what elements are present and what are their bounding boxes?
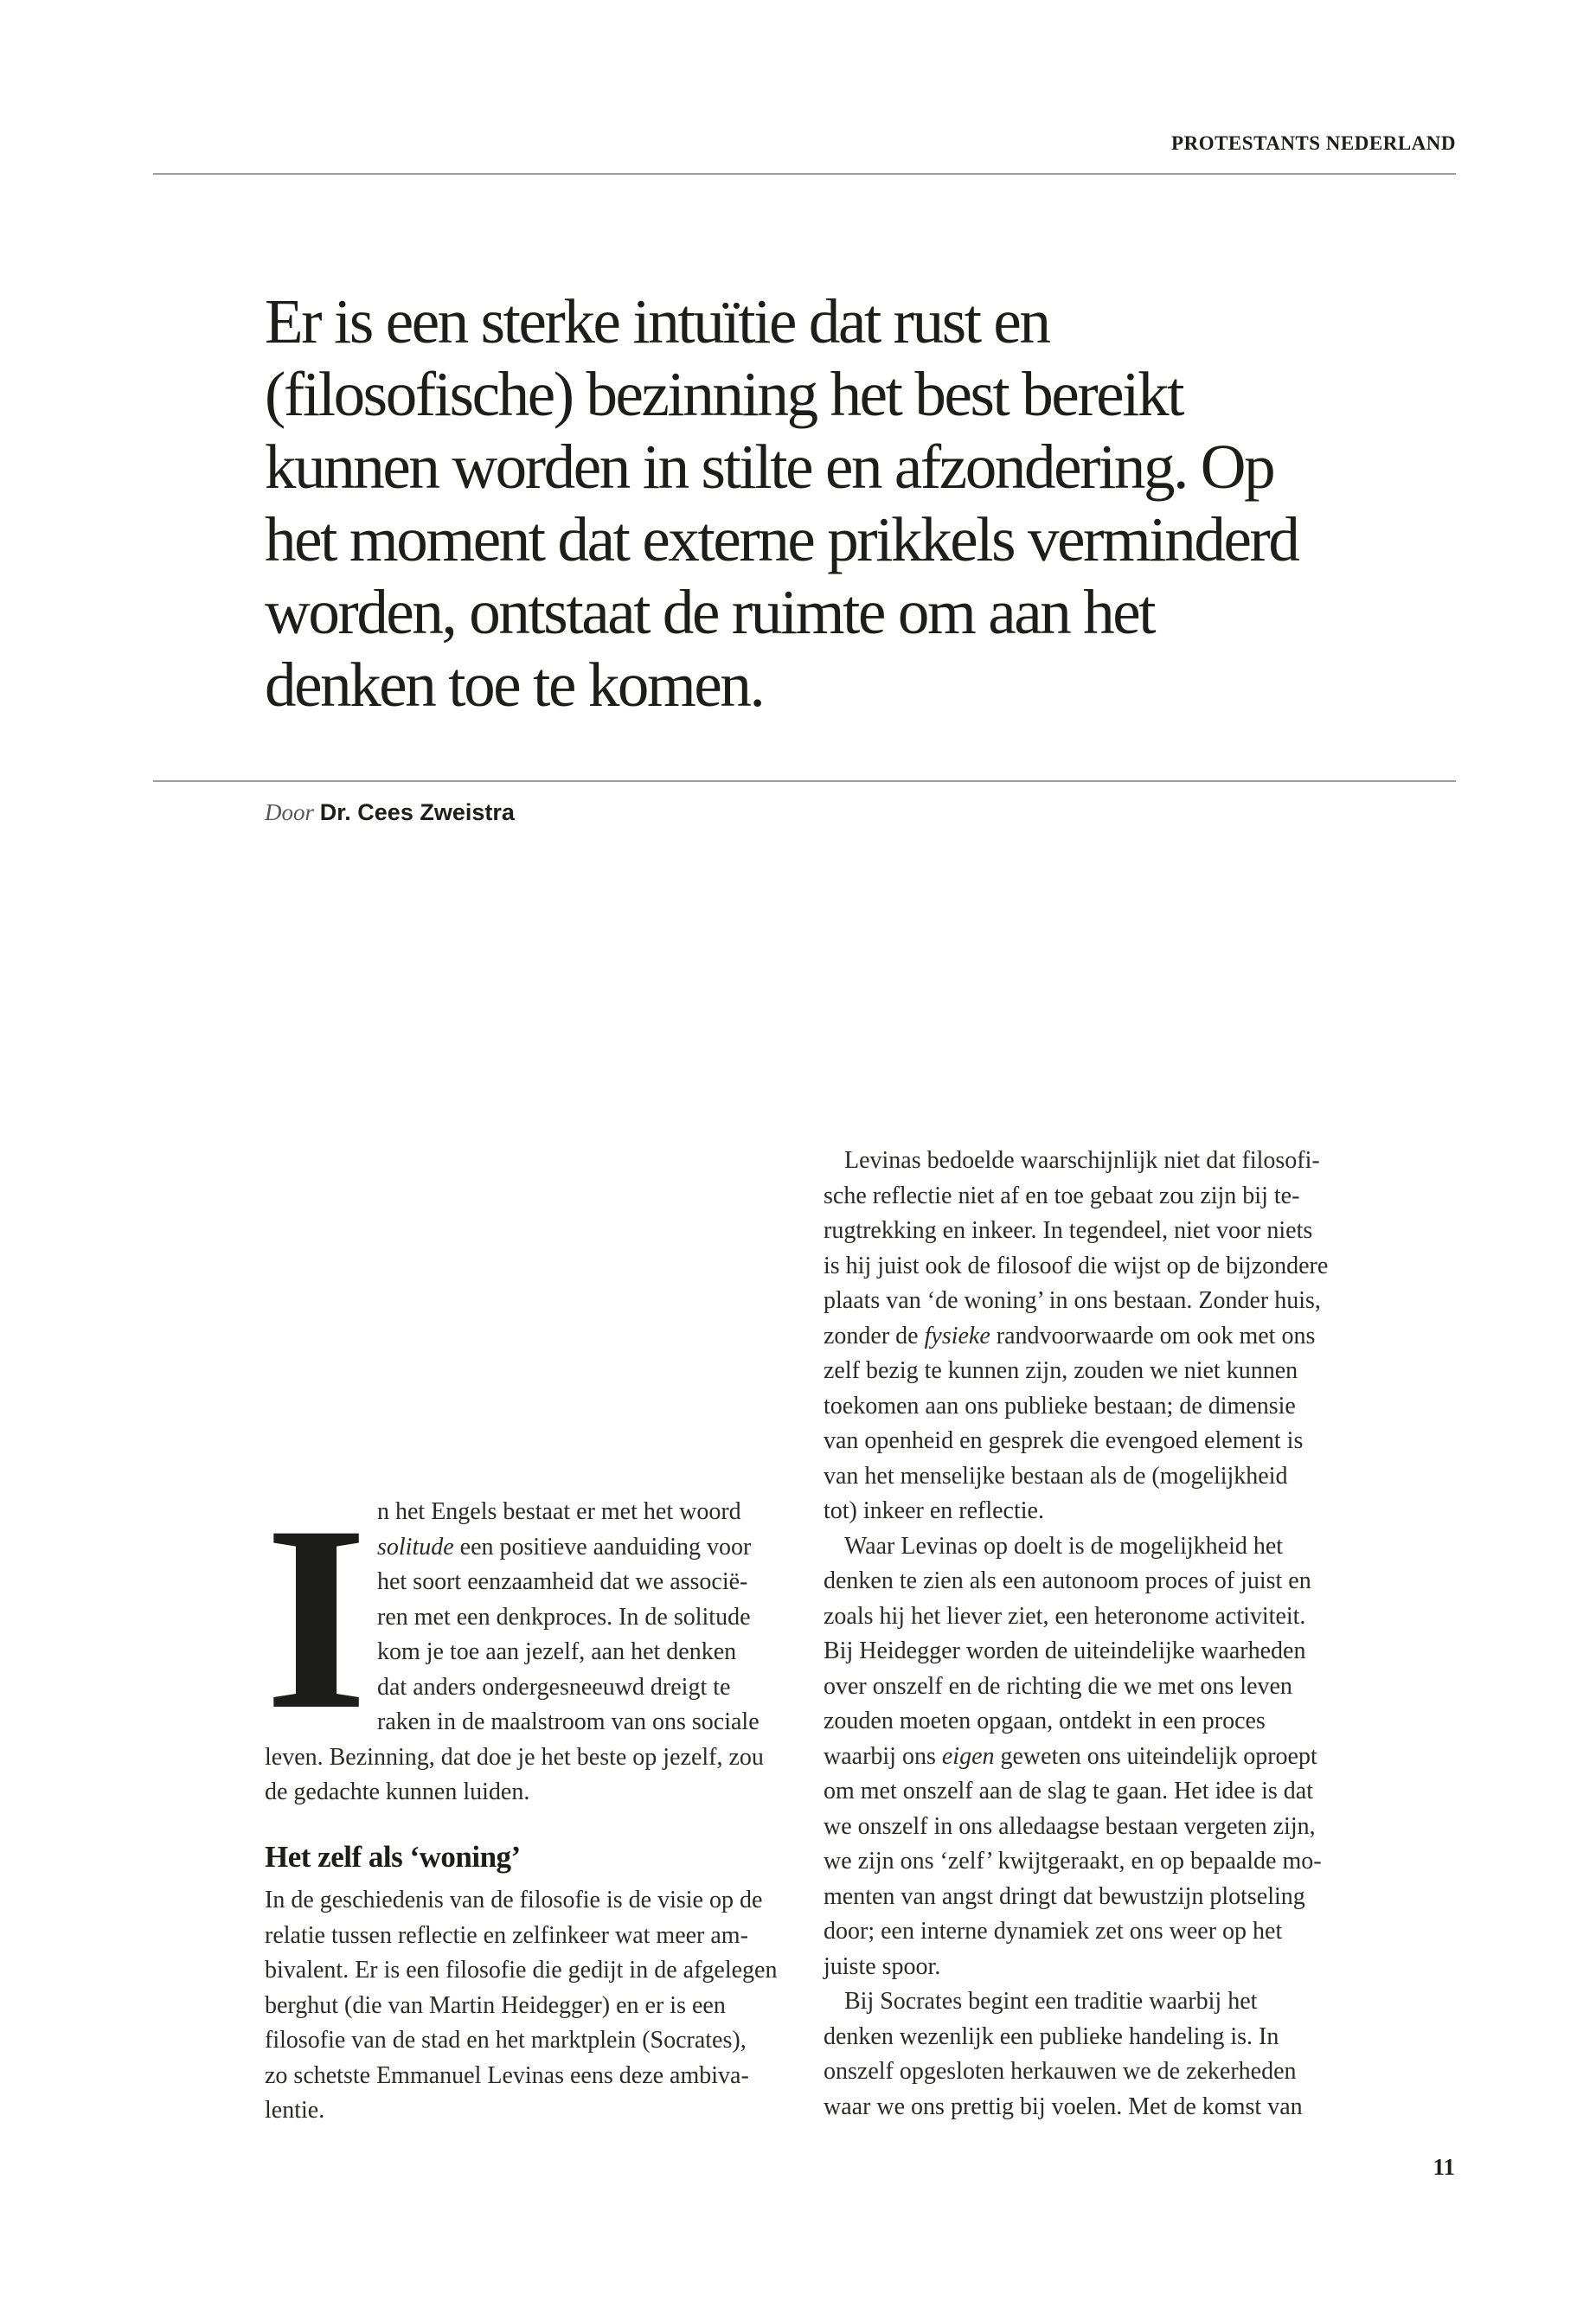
text-line: van het menselijke bestaan als de (mogelijkheid: [824, 1462, 1288, 1490]
text-line: over onszelf en de richting die we met ons leven: [824, 1672, 1292, 1700]
text-line: we onszelf in ons alledaagse bestaan vergeten zijn,: [824, 1812, 1316, 1840]
text-line: lentie.: [265, 2097, 325, 2124]
text-line: In de geschiedenis van de filosofie is de visie op de: [265, 1887, 763, 1913]
text-run: waarbij ons: [824, 1742, 942, 1770]
text-line: filosofie van de stad en het marktplein (Socrates),: [265, 2027, 747, 2054]
text-run: randvoorwaarde om ook met ons: [990, 1322, 1316, 1349]
text-line: door; een interne dynamiek zet ons weer op het: [824, 1918, 1283, 1945]
text-line: [824, 1740, 1343, 1775]
text-line: Waar Levinas op doelt is de mogelijkheid het: [844, 1532, 1284, 1560]
text-line: dat anders ondergesneeuwd dreigt te: [377, 1673, 731, 1701]
text-line: toekomen aan ons publieke bestaan; de dimensie: [824, 1392, 1296, 1420]
intro-line: het moment dat externe prikkels verminderd: [265, 504, 1298, 574]
text-line: relatie tussen reflectie en zelfinkeer wat meer am-: [265, 1921, 748, 1949]
text-line: plaats van ‘de woning’ in ons bestaan. Zonder huis,: [824, 1287, 1321, 1314]
text-line: Bij Socrates begint een traditie waarbij het: [844, 1988, 1258, 2015]
text-line: is hij juist ook de filosoof die wijst op de bijzondere: [824, 1252, 1329, 1279]
byline-prefix: Door: [265, 799, 315, 825]
intro-line: denken toe te komen.: [265, 650, 764, 720]
text-run: zonder de: [824, 1322, 925, 1349]
text-line: raken in de maalstroom van ons sociale: [377, 1708, 760, 1735]
left-column-paragraph-2: [265, 1883, 785, 2129]
text-line: de gedachte kunnen luiden.: [265, 1779, 530, 1805]
text-line: rugtrekking en inkeer. In tegendeel, niet voor niets: [824, 1217, 1313, 1244]
intro-line: Er is een sterke intuïtie dat rust en: [265, 286, 1049, 356]
text-line: Bij Heidegger worden de uiteindelijke waarheden: [824, 1638, 1306, 1664]
text-line: onszelf opgesloten herkauwen we de zekerheden: [824, 2058, 1297, 2085]
intro-lead: [265, 285, 1415, 721]
text-line: waar we ons prettig bij voelen. Met de komst van: [824, 2093, 1303, 2120]
text-line: om met onszelf aan de slag te gaan. Het idee is dat: [824, 1778, 1314, 1804]
intro-line: worden, ontstaat de ruimte om aan het: [265, 577, 1155, 647]
text-line: ren met een denkproces. In de solitude: [377, 1603, 751, 1631]
text-line: menten van angst dringt dat bewustzijn plotseling: [824, 1882, 1305, 1910]
text-line: berghut (die van Martin Heidegger) en er is een: [265, 1991, 726, 2019]
dropcap: I: [265, 1471, 369, 1765]
text-line: juiste spoor.: [824, 1952, 941, 1980]
page-number: 11: [1433, 2154, 1455, 2180]
text-line: we zijn ons ‘zelf’ kwijtgeraakt, en op bepaalde mo-: [824, 1848, 1322, 1875]
text-run: een positieve aanduiding voor: [453, 1533, 752, 1561]
text-line: zelf bezig te kunnen zijn, zouden we niet kunnen: [824, 1357, 1298, 1384]
text-line: sche reflectie niet af en toe gebaat zou zijn bij te-: [824, 1182, 1300, 1209]
header-rule: [153, 173, 1456, 175]
italic-term: solitude: [377, 1533, 454, 1561]
text-line: denken te zien als een autonoom proces of juist en: [824, 1567, 1311, 1594]
right-column: [824, 1144, 1343, 2125]
text-line: n het Engels bestaat er met het woord: [377, 1498, 741, 1525]
byline: [265, 799, 515, 826]
text-line: tot) inkeer en reflectie.: [824, 1497, 1044, 1524]
byline-author: Dr. Cees Zweistra: [319, 799, 515, 825]
text-run: geweten ons uiteindelijk oproept: [994, 1742, 1317, 1770]
text-line: Levinas bedoelde waarschijnlijk niet dat filosofi-: [844, 1147, 1320, 1174]
text-line: [824, 1319, 1343, 1355]
text-line: van openheid en gesprek die evengoed element is: [824, 1427, 1304, 1454]
intro-rule: [153, 780, 1456, 782]
text-line: bivalent. Er is een filosofie die gedijt in de afgelegen: [265, 1957, 778, 1984]
section-subhead: Het zelf als ‘woning’: [265, 1840, 521, 1874]
intro-line: (filosofische) bezinning het best bereikt: [265, 359, 1183, 429]
text-line: zoals hij het liever ziet, een heteronome activiteit.: [824, 1602, 1306, 1630]
text-line: zouden moeten opgaan, ontdekt in een proces: [824, 1708, 1266, 1734]
text-line: leven. Bezinning, dat doe je het beste op jezelf, zou: [265, 1743, 764, 1771]
italic-term: fysieke: [924, 1322, 990, 1349]
text-line: denken wezenlijk een publieke handeling is. In: [824, 2022, 1279, 2050]
running-head: PROTESTANTS NEDERLAND: [1171, 132, 1456, 154]
intro-line: kunnen worden in stilte en afzondering. Op: [265, 432, 1274, 502]
text-line: kom je toe aan jezelf, aan het denken: [377, 1638, 737, 1665]
text-line: het soort eenzaamheid dat we associë-: [377, 1568, 748, 1595]
text-line: zo schetste Emmanuel Levinas eens deze ambiva-: [265, 2061, 749, 2089]
left-column-paragraph-1: [265, 1471, 785, 1811]
italic-term: eigen: [941, 1742, 995, 1770]
